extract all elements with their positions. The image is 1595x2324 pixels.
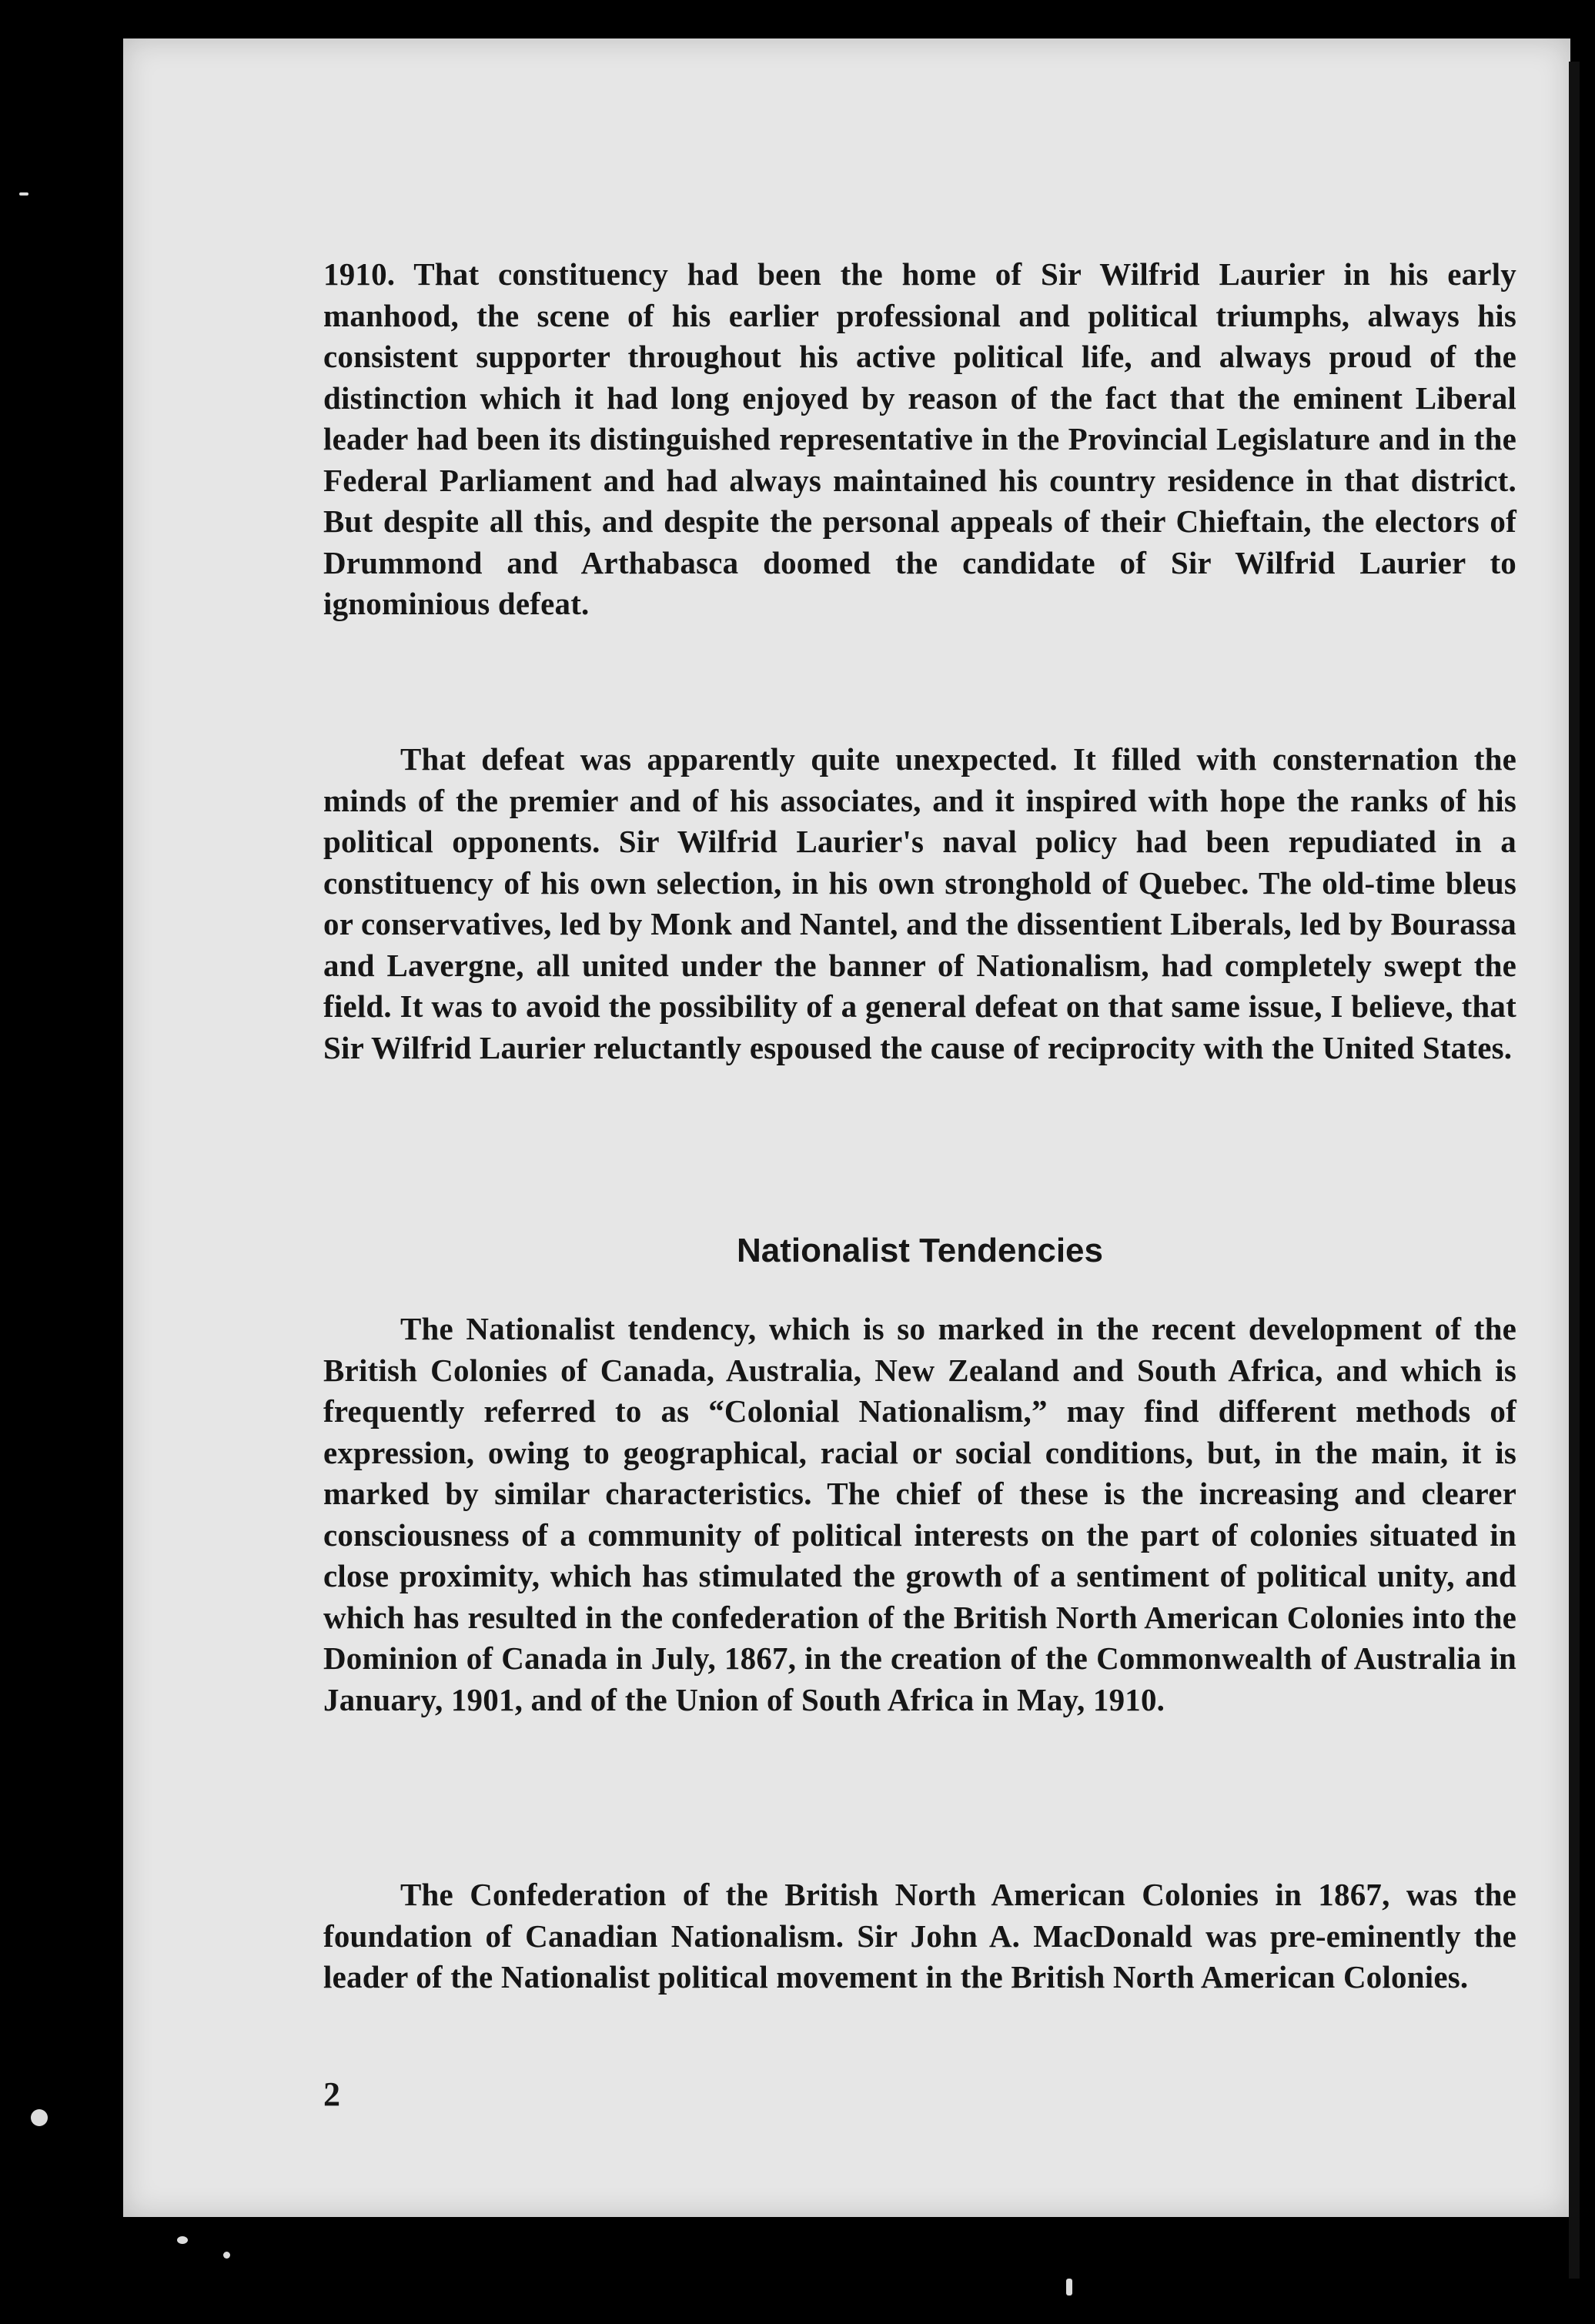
- paragraph-confederation: The Confederation of the British North American Colonies in 1867, was the foundation of Canadian Nationalism. Sir John A. MacDonald was pre-eminently the leader of the Nationalist political movement in the British North American Colonies.: [323, 1877, 1516, 1995]
- speck: [177, 2236, 188, 2244]
- speck: [1066, 2279, 1072, 2296]
- page-number: 2: [323, 2075, 340, 2113]
- section-heading: Nationalist Tendencies: [737, 1232, 1103, 1269]
- scanned-page: [123, 38, 1570, 2217]
- paragraph-continued: 1910. That constituency had been the home of Sir Wilfrid Laurier in his early manhood, the scene of his earlier professional and political triumphs, always his consistent supporter throughout his active political life, and always proud of the distinction which it had long enjoyed by reason of the fact that the eminent Liberal leader had been its distinguished representative in the Provincial Legislature and in the Federal Parliament and had always maintained his country residence in that district. But despite all this, and despite the personal appeals of their Chieftain, the electors of Drummond and Arthabasca doomed the candidate of Sir Wilfrid Laurier to ignominious defeat.: [323, 256, 1516, 621]
- paragraph-defeat: That defeat was apparently quite unexpected. It filled with consternation the minds of the premier and of his associates, and it inspired with hope the ranks of his political opponents. Sir Wilfrid Laurier's naval policy had been repudiated in a constituency of his own selection, in his own stronghold of Quebec. The old-time bleus or conservatives, led by Monk and Nantel, and the dissentient Liberals, led by Bourassa and Lavergne, all united under the banner of Nationalism, had completely swept the field. It was to avoid the possibility of a general defeat on that same issue, I believe, that Sir Wilfrid Laurier reluctantly espoused the cause of reciprocity with the United States.: [323, 741, 1516, 1065]
- page-binding-edge: [1569, 62, 1580, 2279]
- paragraph-nationalist-tendency: The Nationalist tendency, which is so marked in the recent development of the British Colonies of Canada, Australia, New Zealand and South Africa, and which is frequently referred to as “Colonial Nationalism,” may find different methods of expression, owing to geographical, racial or social conditions, but, in the main, it is marked by similar characteristics. The chief of these is the increasing and clearer consciousness of a community of political interests on the part of colonies situated in close proximity, which has stimulated the growth of a sentiment of political unity, and which has resulted in the confederation of the British North American Colonies into the Dominion of Canada in July, 1867, in the creation of the Commonwealth of Australia in January, 1901, and of the Union of South Africa in May, 1910.: [323, 1311, 1516, 1717]
- speck: [19, 192, 28, 196]
- speck: [223, 2252, 230, 2259]
- speck: [31, 2109, 48, 2126]
